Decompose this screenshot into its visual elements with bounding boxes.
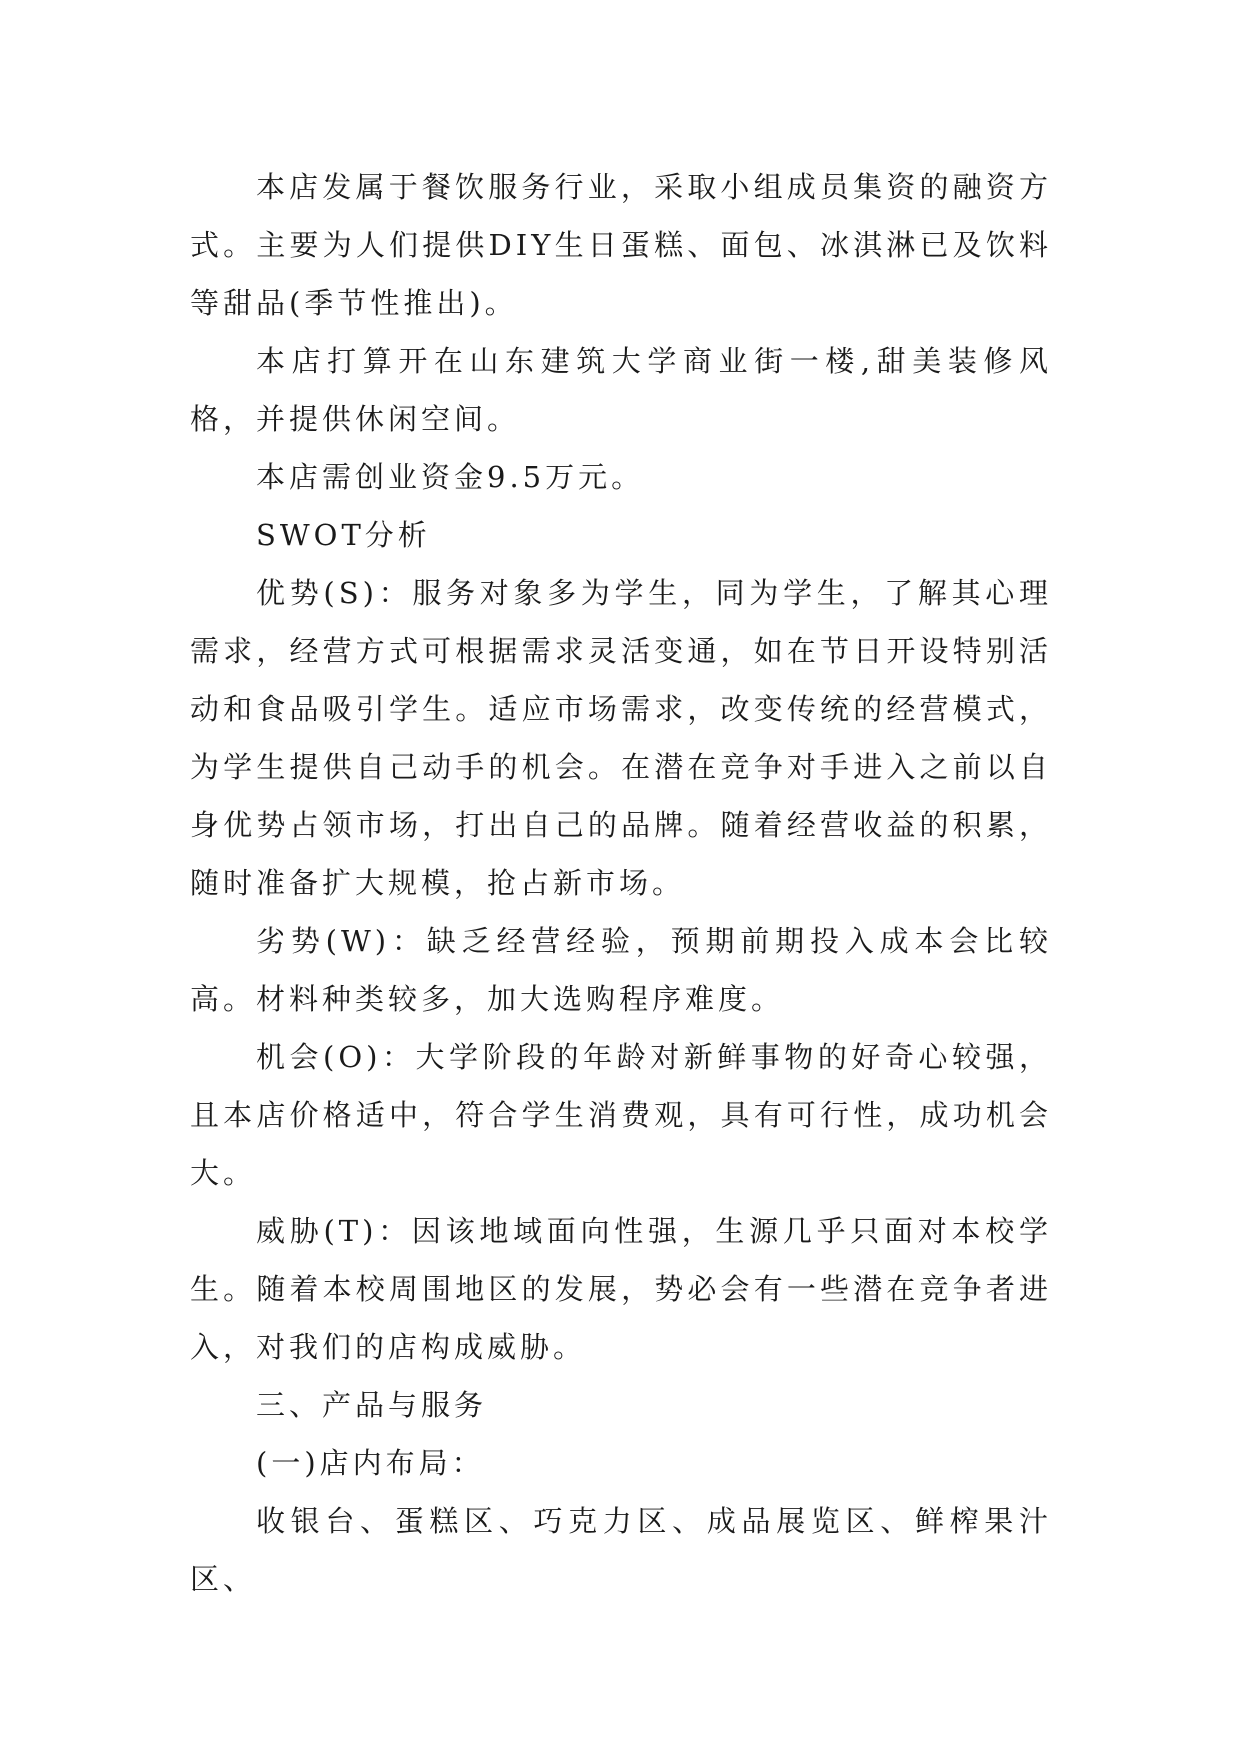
document-body bbox=[190, 158, 1052, 1608]
paragraph-opportunities: 机会(O)：大学阶段的年龄对新鲜事物的好奇心较强，且本店价格适中，符合学生消费观，具有可行性，成功机会大。 bbox=[190, 1040, 1052, 1190]
paragraph-threats: 威胁(T)：因该地域面向性强，生源几乎只面对本校学生。随着本校周围地区的发展，势必会有一些潜在竞争者进入，对我们的店构成威胁。 bbox=[190, 1214, 1052, 1364]
paragraph-funding: 本店需创业资金9.5万元。 bbox=[256, 460, 645, 494]
paragraph-weaknesses: 劣势(W)：缺乏经营经验，预期前期投入成本会比较高。材料种类较多，加大选购程序难度。 bbox=[190, 924, 1052, 1016]
heading-swot: SWOT分析 bbox=[256, 518, 431, 552]
paragraph-location: 本店打算开在山东建筑大学商业街一楼,甜美装修风格，并提供休闲空间。 bbox=[190, 344, 1052, 436]
heading-products-services: 三、产品与服务 bbox=[256, 1388, 488, 1422]
paragraph-store-areas: 收银台、蛋糕区、巧克力区、成品展览区、鲜榨果汁区、 bbox=[190, 1504, 1052, 1596]
heading-store-layout: (一)店内布局： bbox=[256, 1446, 485, 1480]
paragraph-intro: 本店发属于餐饮服务行业，采取小组成员集资的融资方式。主要为人们提供DIY生日蛋糕、面包、冰淇淋已及饮料等甜品(季节性推出)。 bbox=[190, 170, 1052, 320]
paragraph-strengths: 优势(S)：服务对象多为学生，同为学生，了解其心理需求，经营方式可根据需求灵活变通，如在节日开设特别活动和食品吸引学生。适应市场需求，改变传统的经营模式，为学生提供自己动手的机会。在潜在竞争对手进入之前以自身优势占领市场，打出自己的品牌。随着经营收益的积累，随时准备扩大规模，抢占新市场。 bbox=[190, 576, 1052, 900]
